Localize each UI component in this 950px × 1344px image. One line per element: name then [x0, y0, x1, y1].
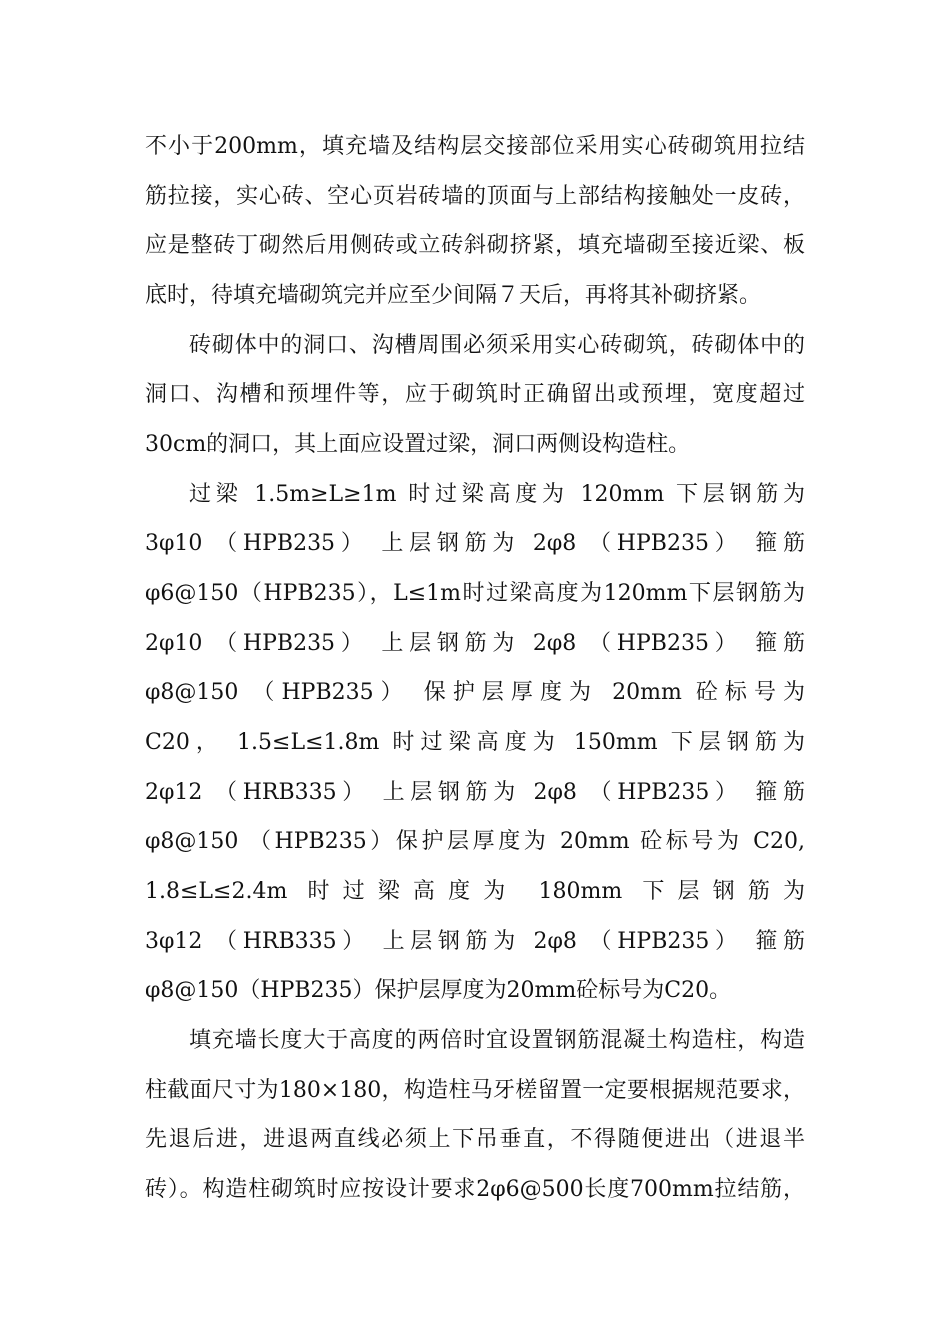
- text-line: φ8@150 （HPB235） 保护层厚度为 20mm 砼标号为: [145, 680, 805, 705]
- text-line: 先退后进，进退两直线必须上下吊垂直，不得随便进出（进退半: [145, 1127, 805, 1152]
- text-line: φ8@150（HPB235）保护层厚度为20mm砼标号为C20。: [145, 978, 732, 1003]
- text-line: 砖）。构造柱砌筑时应按设计要求2φ6@500长度700mm拉结筋，: [145, 1177, 805, 1202]
- text-line: 30cm的洞口，其上面应设置过梁，洞口两侧设构造柱。: [145, 432, 691, 457]
- text-line: C20， 1.5≤L≤1.8m 时过梁高度为 150mm 下层钢筋为: [145, 730, 805, 755]
- text-line: 1.8≤L≤2.4m 时过梁高度为 180mm 下层钢筋为: [145, 879, 805, 904]
- text-line: 筋拉接，实心砖、空心页岩砖墙的顶面与上部结构接触处一皮砖，: [145, 184, 805, 209]
- text-line: 3φ10 （HPB235） 上层钢筋为 2φ8 （HPB235） 箍筋: [145, 531, 805, 556]
- text-line: 应是整砖丁砌然后用侧砖或立砖斜砌挤紧，填充墙砌至接近梁、板: [145, 233, 805, 258]
- text-line: 2φ10 （HPB235） 上层钢筋为 2φ8 （HPB235） 箍筋: [145, 631, 805, 656]
- text-line: 底时，待填充墙砌筑完并应至少间隔７天后，再将其补砌挤紧。: [145, 283, 762, 308]
- text-line: φ6@150（HPB235），L≤1m时过梁高度为120mm下层钢筋为: [145, 581, 805, 606]
- text-line: 过梁 1.5m≥L≥1m 时过梁高度为 120mm 下层钢筋为: [189, 482, 805, 507]
- text-line: 洞口、沟槽和预埋件等，应于砌筑时正确留出或预埋，宽度超过: [145, 382, 805, 407]
- text-line: 柱截面尺寸为180×180，构造柱马牙槎留置一定要根据规范要求，: [145, 1078, 805, 1103]
- text-line: 填充墙长度大于高度的两倍时宜设置钢筋混凝土构造柱，构造: [189, 1028, 805, 1053]
- text-line: 3φ12 （HRB335） 上层钢筋为 2φ8 （HPB235） 箍筋: [145, 929, 805, 954]
- text-line: 2φ12 （HRB335） 上层钢筋为 2φ8 （HPB235） 箍筋: [145, 780, 805, 805]
- text-line: φ8@150 （HPB235）保护层厚度为 20mm 砼标号为 C20,: [145, 829, 805, 854]
- text-line: 砖砌体中的洞口、沟槽周围必须采用实心砖砌筑，砖砌体中的: [189, 333, 805, 358]
- text-line: 不小于200mm，填充墙及结构层交接部位采用实心砖砌筑用拉结: [145, 134, 805, 159]
